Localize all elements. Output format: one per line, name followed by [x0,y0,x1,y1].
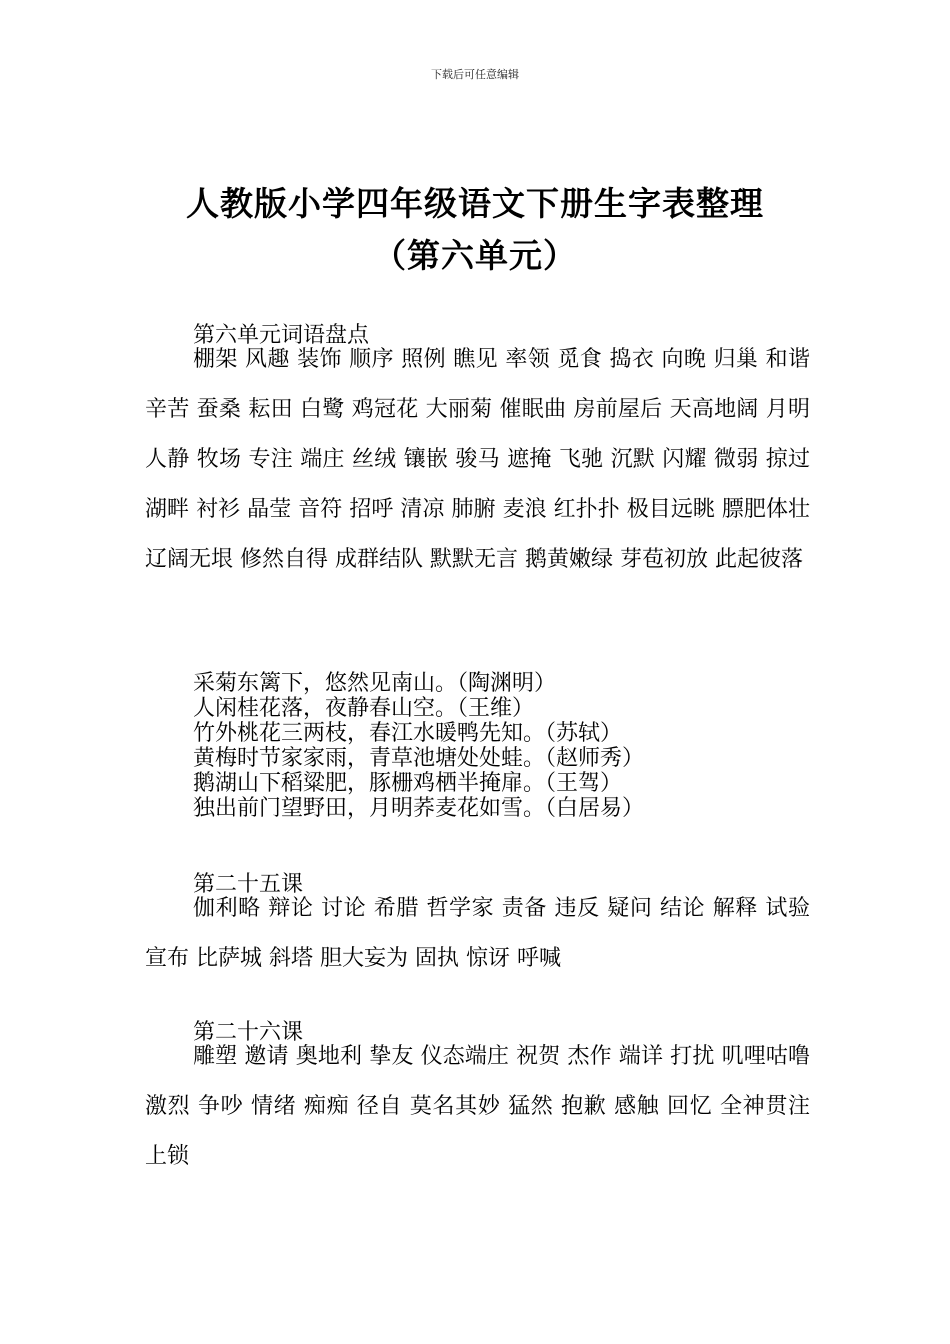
word-list: 雕塑 邀请 奥地利 挚友 仪态端庄 祝贺 杰作 端详 打扰 叽哩咕噜 激烈 争吵 情绪 痴痴 径自 莫名其妙 猛然 抱歉 感触 回忆 全神贯注 上锁 [145,1044,810,1169]
section-heading: 第二十六课 [193,1020,304,1045]
word-list: 棚架 风趣 装饰 顺序 照例 瞧见 率领 觅食 捣衣 向晚 归巢 和谐 辛苦 蚕桑 耘田 白鹭 鸡冠花 大丽菊 催眠曲 房前屋后 天高地阔 月明人静 牧场 专注 端庄 丝绒 镶嵌 骏马 遮掩 飞驰 沉默 闪耀 微弱 掠过 湖畔 衬衫 晶莹 音符 招呼 清凉 肺腑 麦浪 红扑扑 极目远眺 膘肥体壮 辽阔无垠 修然自得 成群结队 默默无言 鹅黄嫩绿 芽苞初放 此起彼落 [145,347,810,572]
section-heading: 第六单元词语盘点 [193,323,370,348]
poem-line: 鹅湖山下稻粱肥，豚栅鸡栖半掩扉。（王驾） [193,771,623,796]
poem-line: 独出前门望野田，月明荞麦花如雪。（白居易） [193,796,645,821]
section-heading: 第二十五课 [193,872,304,897]
poem-line: 采菊东篱下，悠然见南山。（陶渊明） [193,671,557,696]
poem-line: 人闲桂花落，夜静春山空。（王维） [193,696,535,721]
poem-line: 竹外桃花三两枝，春江水暖鸭先知。（苏轼） [193,721,623,746]
poem-line: 黄梅时节家家雨，青草池塘处处蛙。（赵师秀） [193,746,645,771]
lesson-26-section [145,1020,810,1182]
document-title: 人教版小学四年级语文下册生字表整理 [186,184,764,223]
word-list: 伽利略 辩论 讨论 希腊 哲学家 责备 违反 疑问 结论 解释 试验 宣布 比萨城 斜塔 胆大妄为 固执 惊讶 呼喊 [145,896,810,971]
unit-review-section [145,323,810,585]
document-subtitle: （第六单元） [373,236,577,275]
header-note: 下载后可任意编辑 [431,68,519,81]
lesson-25-section [145,872,810,984]
poem-list [193,671,813,821]
